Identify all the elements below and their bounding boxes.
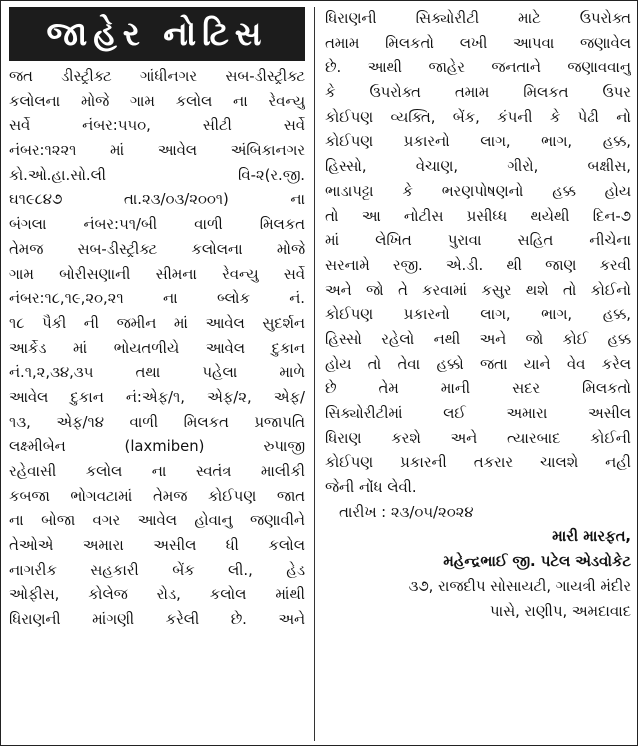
- word: ધી: [225, 537, 239, 555]
- word: ડીસ્ટ્રીક્ટ: [61, 68, 112, 85]
- word: બોરીસણાની: [59, 265, 131, 283]
- body-line: [325, 303, 631, 328]
- word: કલોલ: [175, 92, 213, 110]
- word: જો: [365, 281, 384, 299]
- word: તે: [397, 281, 408, 299]
- word: હક્ક,: [602, 306, 631, 324]
- body-line: [325, 377, 631, 402]
- word: વાળી: [129, 413, 159, 431]
- word: કલોલ: [268, 537, 305, 555]
- body-line: [9, 337, 305, 362]
- body-line: [325, 56, 631, 81]
- word: આપવા: [513, 34, 555, 52]
- notice-title-text: જાહેર નોટિસ: [46, 14, 268, 53]
- word: ચાલશે: [540, 454, 579, 472]
- word: સર્વે: [283, 117, 305, 135]
- body-line: [9, 238, 305, 263]
- word: માં: [110, 142, 125, 160]
- word: નો: [616, 108, 631, 126]
- word: નહી: [605, 454, 631, 472]
- word: બ્લોક: [216, 290, 250, 308]
- word: ગામ: [129, 92, 155, 110]
- word: તેમજ: [153, 487, 188, 505]
- word: ઉપરોક્ત: [369, 84, 421, 102]
- word: ના: [290, 191, 305, 209]
- word: જાણ: [545, 256, 577, 274]
- word: સ્વતંત્ર: [195, 463, 232, 480]
- word: તથા: [135, 364, 161, 382]
- word: હોવાનુ: [194, 512, 233, 530]
- word: જો: [525, 330, 544, 348]
- word: ઓફીસ,: [9, 586, 60, 604]
- signature-address-1: ૩૭, રાજદીપ સોસાયટી, ગાયત્રી મંદીર: [408, 577, 631, 595]
- body-line: [9, 534, 305, 559]
- word: તેમ: [378, 380, 399, 398]
- word: લક્ષ્મીબેન: [9, 438, 66, 456]
- word: ૧૮: [9, 314, 25, 332]
- word: અને: [479, 330, 507, 348]
- signature-address-2: પાસે, રાણીપ, અમદાવાદ: [489, 602, 631, 620]
- word: હક્ક,: [602, 133, 631, 151]
- word: પ્રકારનો: [403, 133, 450, 151]
- word: તમામ: [325, 34, 360, 52]
- word: હિસ્સો: [325, 330, 362, 348]
- body-line: [9, 213, 305, 238]
- word: આ: [361, 207, 381, 225]
- body-line: [325, 155, 631, 180]
- word: ૧૩,: [9, 413, 31, 431]
- word: ધિરાણ: [325, 429, 362, 447]
- word: નીચેના: [589, 232, 631, 250]
- word: નંબર:૫૫૦,: [82, 117, 151, 135]
- signature-name: મહેન્દ્રભાઈ જી. પટેલ એડવોકેટ: [443, 553, 631, 571]
- word: ગામ: [9, 265, 34, 283]
- word: અમારા: [506, 405, 548, 422]
- word: નાગરીક: [9, 561, 57, 579]
- word: માની: [440, 380, 471, 398]
- body-line: [9, 435, 305, 460]
- word: જાહેર: [428, 59, 465, 77]
- word: થી: [506, 256, 522, 274]
- word: વ્યક્તિ,: [390, 108, 436, 126]
- word: ભોયતળીયે: [113, 339, 180, 357]
- word: તા.૨૩/૦૩/૨૦૦૧): [123, 191, 229, 209]
- word: મિલકત: [259, 216, 305, 234]
- word: માલીકી: [260, 463, 305, 480]
- word: કો.ઓ.હા.સો.લી: [9, 166, 107, 184]
- word: માં: [325, 232, 340, 250]
- word: કોઈનો: [590, 281, 631, 299]
- word: મોજે: [81, 92, 110, 110]
- word: બંગલા: [9, 216, 47, 234]
- body-line: [9, 263, 305, 288]
- body-line: [9, 361, 305, 386]
- word: મિલકત: [523, 84, 569, 102]
- word: કલોલ: [85, 463, 123, 480]
- word: તેવા: [397, 355, 421, 373]
- body-line: [9, 312, 305, 337]
- notice-right-body: [325, 7, 631, 501]
- word: તેમજ: [9, 240, 44, 258]
- word: લઈ: [443, 405, 466, 422]
- word: આર્કેડ: [9, 339, 47, 357]
- word: હેડ: [286, 561, 305, 579]
- word: કોઈપણ: [325, 108, 374, 126]
- word: પ્રકારની: [400, 454, 447, 472]
- word: જણાવીને: [249, 512, 305, 530]
- body-line: [325, 7, 631, 32]
- body-line: [9, 485, 305, 510]
- word: લખી: [459, 34, 488, 52]
- word: ઉપર: [602, 84, 631, 102]
- body-line: [9, 65, 305, 90]
- body-line: [325, 279, 631, 304]
- word: પહેલા: [202, 364, 238, 382]
- word: બોજા: [41, 512, 76, 530]
- word: માંથી: [275, 586, 305, 604]
- word: થશે: [525, 281, 549, 299]
- word: હોય: [604, 182, 631, 200]
- word: રહેલો: [381, 330, 415, 348]
- word: કે: [325, 84, 336, 102]
- word: માંગણી: [92, 611, 135, 629]
- word: સીમના: [155, 265, 197, 283]
- word: કરશે: [391, 429, 421, 447]
- word: દિન-૭: [592, 207, 631, 225]
- word: નં:એફ/૧,: [125, 388, 185, 406]
- word: હક્કો: [436, 355, 464, 373]
- word: દુકાન: [70, 388, 104, 406]
- word: સરનામે: [325, 256, 370, 274]
- body-line: [9, 559, 305, 584]
- word: લાગ,: [480, 133, 511, 151]
- word: લી.,: [228, 561, 253, 579]
- signature-by: મારી મારફત,: [552, 528, 631, 546]
- word: સર્વે: [283, 265, 305, 283]
- word: કોઈપણ: [208, 487, 257, 505]
- word: નં.૧,૨,૩૪,૩૫: [9, 364, 94, 382]
- word: કોઈપણ: [325, 133, 374, 151]
- word: કે: [549, 108, 561, 126]
- body-line: [325, 254, 631, 279]
- word: સહિત: [517, 232, 554, 250]
- body-line: [325, 328, 631, 353]
- word: પ્રસીધ્ધ: [466, 207, 508, 225]
- word: બેંક,: [452, 108, 480, 126]
- body-line: [9, 386, 305, 411]
- word: ભાડાપટ્ટા: [325, 182, 374, 200]
- word: સહકારી: [90, 561, 139, 579]
- word: પ્રકારનો: [403, 306, 450, 324]
- word: જતા: [480, 355, 508, 373]
- word: હક્ક: [552, 182, 576, 200]
- word: સબ-ડીસ્ટ્રીક્ટ: [77, 240, 158, 258]
- notice-left-body: [9, 65, 305, 633]
- word: આવેલ: [9, 388, 49, 406]
- word: પૈકી: [41, 314, 67, 332]
- body-line: [325, 205, 631, 230]
- body-line: [325, 180, 631, 205]
- word: માં: [173, 314, 188, 332]
- word: હિસ્સો,: [325, 158, 367, 176]
- body-line: [9, 139, 305, 164]
- body-line: [325, 130, 631, 155]
- word: રેવન્યુ: [222, 265, 259, 283]
- body-line: [325, 229, 631, 254]
- word: કરવામાં: [422, 281, 468, 299]
- word: અસીલ: [153, 537, 197, 555]
- body-line: [325, 427, 631, 452]
- word: થયેથી: [530, 207, 570, 225]
- body-line: [9, 460, 305, 485]
- word: એફ/૨,: [207, 388, 252, 406]
- column-divider: [314, 7, 315, 741]
- word: એ.ડી.: [445, 256, 484, 274]
- body-line: [9, 164, 305, 189]
- body-line: [325, 32, 631, 57]
- word: સિક્યોરીટીમાં: [325, 405, 403, 422]
- word: સીટી: [202, 117, 232, 135]
- word: ઘ૧૯૮૪૭: [9, 191, 63, 209]
- word: પ્રજાપતિ: [254, 413, 305, 431]
- word: હોય: [325, 355, 352, 373]
- word: તો: [367, 355, 382, 373]
- word: નથી: [433, 330, 461, 348]
- word: સદર: [512, 380, 541, 398]
- word: માળે: [279, 364, 305, 382]
- word: કલોલ: [209, 586, 247, 604]
- word: સર્વે: [9, 117, 31, 135]
- word: આવેલ: [137, 512, 177, 530]
- notice-date: તારીખ : ૨૩/૦૫/૨૦૨૪: [339, 503, 474, 521]
- word: તો: [562, 281, 577, 299]
- word: એફ/૧૪: [56, 413, 104, 431]
- word: આવેલ: [205, 339, 245, 357]
- body-line: [9, 583, 305, 608]
- word: કરેલી: [165, 611, 200, 629]
- word: કોઈપણ: [325, 306, 374, 324]
- word: ના: [9, 512, 24, 530]
- body-line: [9, 411, 305, 436]
- word: ભાગ,: [541, 133, 573, 151]
- word: ભોગવટામાં: [70, 487, 133, 505]
- word: આવેલ: [205, 314, 245, 332]
- word: મિલકતો: [385, 34, 434, 52]
- word: લાગ,: [480, 306, 511, 324]
- word: ના: [162, 290, 178, 308]
- word: નોટીસ: [403, 207, 444, 225]
- notice-left-column: [9, 7, 305, 741]
- word: રજી.: [392, 256, 423, 274]
- word: અસીલ: [587, 405, 631, 422]
- word: નંબર:૧૮,૧૯,૨૦,૨૧: [9, 290, 124, 308]
- word: પુરાવા: [447, 232, 482, 250]
- word: કરેલ: [601, 355, 631, 373]
- word: પેઢી: [577, 108, 599, 126]
- body-line: [9, 509, 305, 534]
- word: (laxmiben): [124, 438, 205, 456]
- notice-title: [9, 7, 305, 61]
- word: ની: [83, 314, 100, 332]
- body-line: [9, 90, 305, 115]
- word: છે.: [325, 59, 342, 77]
- notice-right-column: [325, 7, 631, 741]
- word: લેખિત: [375, 232, 412, 250]
- body-line: [325, 451, 631, 476]
- word: ના: [233, 92, 248, 110]
- word: રેવન્યુ: [268, 92, 305, 110]
- word: કલોલના: [9, 92, 61, 110]
- word: વિ-૨(ર.જી.: [238, 166, 305, 184]
- word: ધિરાણની: [325, 10, 377, 27]
- body-line: [9, 114, 305, 139]
- body-line: [325, 353, 631, 378]
- word: જણાવવાનુ: [567, 59, 631, 77]
- word: અને: [325, 281, 352, 299]
- word: ગાંધીનગર: [139, 68, 197, 85]
- word: યાને: [523, 355, 551, 373]
- word: સબ-ડીસ્ટ્રીક્ટ: [225, 68, 305, 85]
- word: ત્યારબાદ: [507, 429, 561, 447]
- word: કે: [402, 182, 413, 200]
- word: જણાવેલ: [580, 34, 631, 52]
- word: વગર: [92, 512, 121, 530]
- word: એફ/: [273, 388, 305, 406]
- word: ઉપરોક્ત: [579, 10, 631, 27]
- word: કરવી: [599, 256, 631, 274]
- word: સુદર્શન: [262, 314, 305, 332]
- word: અંબિકાનગર: [230, 142, 305, 160]
- word: રહેવાસી: [9, 463, 57, 480]
- word: રોડ,: [156, 586, 181, 604]
- word: બક્ષીસ,: [587, 158, 631, 176]
- word: કોઈપણ: [325, 454, 374, 472]
- body-line: [325, 81, 631, 106]
- word: સિક્યોરીટી: [415, 10, 480, 27]
- word: અને: [450, 429, 478, 447]
- body-line: [9, 608, 305, 633]
- word: કંપની: [497, 108, 533, 126]
- word: જનતાને: [491, 59, 541, 77]
- body-line: [9, 188, 305, 213]
- word: નં.: [289, 290, 305, 308]
- word: રુપાજી: [263, 438, 305, 456]
- word: ના: [151, 463, 167, 480]
- word: કોઈ: [562, 330, 589, 348]
- word: જાત: [276, 487, 305, 505]
- word: આથી: [367, 59, 403, 77]
- word: માં: [73, 339, 88, 357]
- word: તકરાર: [473, 454, 513, 472]
- body-line: [325, 402, 631, 427]
- word: ભાગ,: [541, 306, 573, 324]
- word: કલોલના: [191, 240, 243, 258]
- body-line: [9, 287, 305, 312]
- word: ધિરાણની: [9, 611, 61, 629]
- word: જમીન: [116, 314, 157, 332]
- word: તો: [325, 207, 339, 225]
- body-line: [325, 106, 631, 131]
- word: કબજા: [9, 487, 50, 505]
- word: ભરણપોષણનો: [441, 182, 524, 200]
- word: વેચાણ,: [415, 158, 459, 176]
- word: મિલકત: [183, 413, 229, 431]
- word: મોજે: [276, 240, 305, 258]
- word: બેંક: [172, 561, 195, 579]
- word: વેવ: [566, 355, 586, 373]
- word: નંબર:૧૨૨૧: [9, 142, 77, 160]
- word: માટે: [518, 10, 541, 27]
- word: હક્ક: [607, 330, 631, 348]
- word: વાળી: [194, 216, 223, 234]
- word: દુકાન: [271, 339, 305, 357]
- word: કોઈની: [590, 429, 631, 447]
- word: છે.: [230, 611, 247, 629]
- word: કસુર: [481, 281, 512, 299]
- body-line: જેની નોંધ લેવી.: [325, 479, 417, 497]
- word: આવેલ: [157, 142, 197, 160]
- word: તેઓએ: [9, 537, 54, 555]
- word: કોલેજ: [88, 586, 128, 604]
- word: જત: [9, 68, 33, 85]
- word: અને: [278, 611, 305, 629]
- word: નંબર:૫૧/બી: [83, 216, 158, 234]
- word: મિલકતો: [582, 380, 631, 398]
- word: તમામ: [454, 84, 490, 102]
- word: ગીરો,: [507, 158, 539, 176]
- word: અમારા: [82, 537, 124, 555]
- word: છે: [325, 380, 337, 398]
